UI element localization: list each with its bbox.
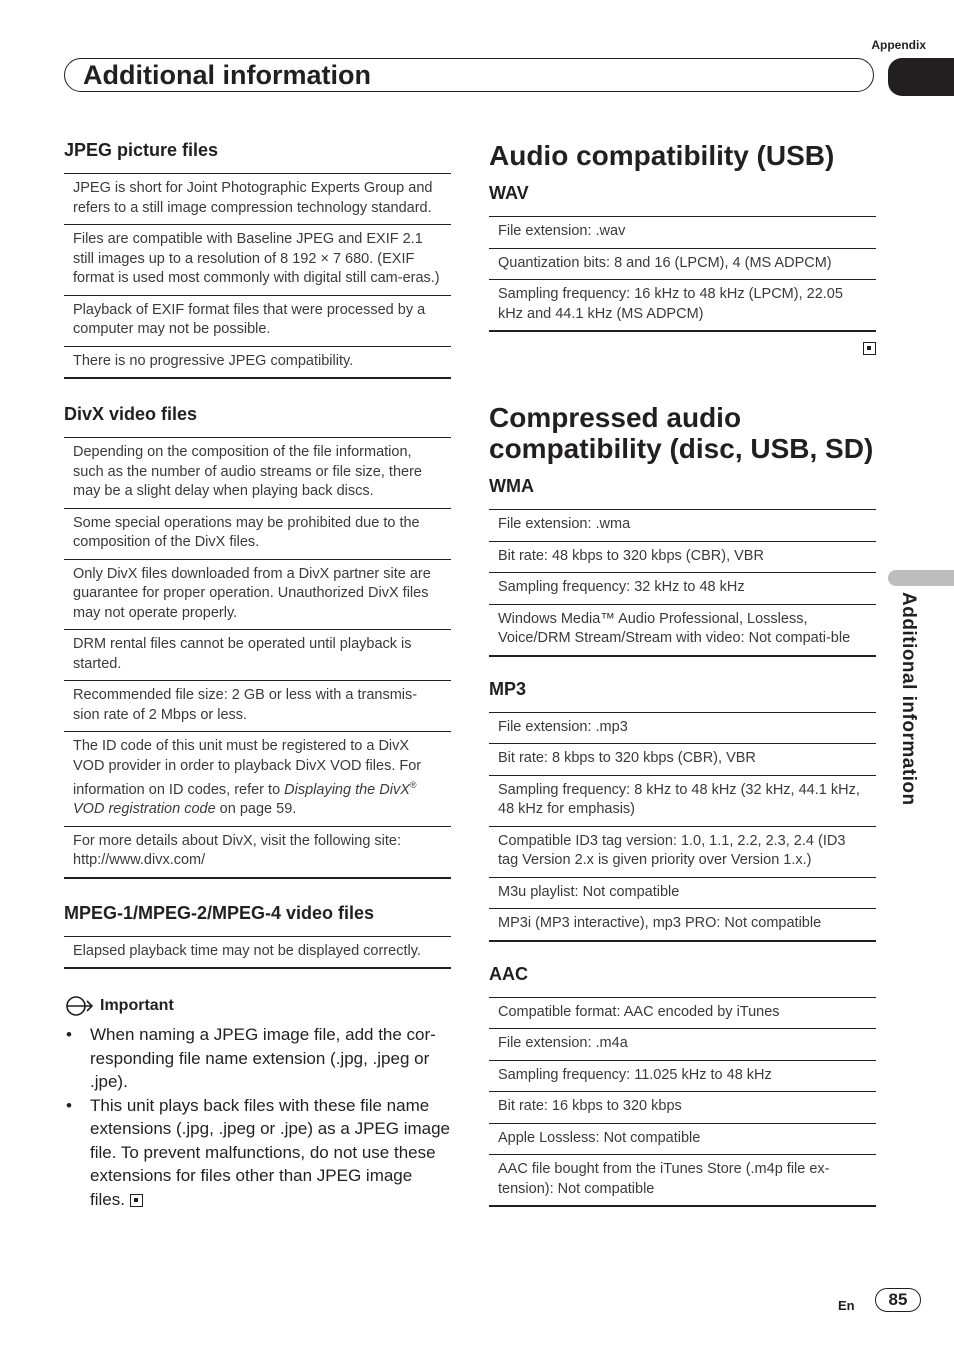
table-row: Sampling frequency: 32 kHz to 48 kHz — [489, 573, 876, 605]
table-row: Files are compatible with Baseline JPEG and EXIF 2.1 still images up to a resolution of 8 192 × 7 680. (EXIF format is used most commonly with digital still cam-eras.) — [64, 225, 451, 296]
table-row: Apple Lossless: Not compatible — [489, 1123, 876, 1155]
table-row: File extension: .m4a — [489, 1029, 876, 1061]
table-row: Compatible format: AAC encoded by iTunes — [489, 997, 876, 1029]
compressed-section-title: Compressed audio compatibility (disc, USB, SD) — [489, 402, 874, 464]
table-row: Only DivX files downloaded from a DivX partner site are guarantee for proper operation. Unauthorized DivX files may not operate properly. — [64, 559, 451, 630]
table-row: File extension: .wav — [489, 217, 876, 249]
side-section-label: Additional information — [898, 592, 919, 806]
important-heading: Important — [64, 995, 451, 1017]
divx-heading: DivX video files — [64, 404, 198, 424]
table-row: File extension: .wma — [489, 510, 876, 542]
end-mark-icon — [130, 1194, 143, 1207]
list-item: • When naming a JPEG image file, add the cor-responding file name extension (.jpg, .jpeg or .jpe). — [64, 1023, 451, 1094]
end-mark-icon — [863, 342, 876, 355]
table-row: File extension: .mp3 — [489, 712, 876, 744]
table-row: Recommended file size: 2 GB or less with a transmis-sion rate of 2 Mbps or less. — [64, 681, 451, 732]
wav-heading: WAV — [489, 183, 529, 203]
wav-table — [489, 216, 876, 332]
table-row: Elapsed playback time may not be displayed correctly. — [64, 936, 451, 968]
table-row: For more details about DivX, visit the following site: http://www.divx.com/ — [64, 826, 451, 878]
cross-reference: Displaying the DivX — [284, 781, 410, 798]
cross-reference-2: VOD registration code — [73, 801, 216, 818]
table-row: Bit rate: 16 kbps to 320 kbps — [489, 1092, 876, 1124]
wma-heading: WMA — [489, 476, 534, 496]
table-row: Sampling frequency: 8 kHz to 48 kHz (32 kHz, 44.1 kHz, 48 kHz for emphasis) — [489, 775, 876, 826]
table-row: Quantization bits: 8 and 16 (LPCM), 4 (MS ADPCM) — [489, 248, 876, 280]
table-row: Bit rate: 48 kbps to 320 kbps (CBR), VBR — [489, 541, 876, 573]
table-row: JPEG is short for Joint Photographic Experts Group and refers to a still image compression technology standard. — [64, 174, 451, 225]
jpeg-table — [64, 173, 451, 379]
side-tab — [888, 570, 954, 586]
aac-heading: AAC — [489, 963, 528, 984]
important-section — [64, 995, 451, 1211]
header-tab — [888, 58, 954, 96]
right-column — [489, 140, 876, 1207]
table-row: MP3i (MP3 interactive), mp3 PRO: Not compatible — [489, 909, 876, 941]
list-item: • This unit plays back files with these file name extensions (.jpg, .jpeg or .jpe) as a JPEG image file. To prevent malfunctions, do not use these extensions for files other than JPEG image files. — [64, 1094, 451, 1212]
table-row: Windows Media™ Audio Professional, Lossless, Voice/DRM Stream/Stream with video: Not compati-ble — [489, 604, 876, 656]
table-row: Playback of EXIF format files that were processed by a computer may not be possible. — [64, 295, 451, 346]
wma-table — [489, 509, 876, 657]
page-title: Additional information — [83, 60, 371, 90]
table-row: AAC file bought from the iTunes Store (.m4p file ex-tension): Not compatible — [489, 1155, 876, 1207]
table-row: Bit rate: 8 kbps to 320 kbps (CBR), VBR — [489, 744, 876, 776]
table-row: Depending on the composition of the file information, such as the number of audio streams or file size, there may be a slight delay when playing back discs. — [64, 438, 451, 509]
important-list — [64, 1023, 451, 1211]
table-row: Some special operations may be prohibited due to the composition of the DivX files. — [64, 508, 451, 559]
table-row: The ID code of this unit must be registered to a DivX VOD provider in order to playback DivX VOD files. For information on ID codes, refer to Displaying the DivX® VOD registration code on page 59. — [64, 732, 451, 827]
mp3-table — [489, 712, 876, 942]
table-row: There is no progressive JPEG compatibility. — [64, 346, 451, 378]
mpeg-heading: MPEG-1/MPEG-2/MPEG-4 video files — [64, 902, 375, 923]
table-row: DRM rental files cannot be operated until playback is started. — [64, 630, 451, 681]
table-row: Sampling frequency: 16 kHz to 48 kHz (LPCM), 22.05 kHz and 44.1 kHz (MS ADPCM) — [489, 280, 876, 332]
mp3-heading: MP3 — [489, 678, 527, 699]
page-number: 85 — [875, 1288, 921, 1312]
table-row: M3u playlist: Not compatible — [489, 877, 876, 909]
language-label: En — [838, 1298, 855, 1313]
table-row: Compatible ID3 tag version: 1.0, 1.1, 2.2, 2.3, 2.4 (ID3 tag Version 2.x is given priority over Version 1.x.) — [489, 826, 876, 877]
divx-table — [64, 437, 451, 879]
appendix-label: Appendix — [871, 38, 926, 52]
left-column — [64, 140, 451, 1211]
usb-section-title: Audio compatibility (USB) — [489, 140, 835, 171]
section-header — [64, 58, 874, 92]
table-row: Sampling frequency: 11.025 kHz to 48 kHz — [489, 1060, 876, 1092]
important-icon — [64, 995, 94, 1017]
jpeg-heading: JPEG picture files — [64, 140, 219, 160]
aac-table — [489, 997, 876, 1208]
mpeg-table — [64, 936, 451, 970]
